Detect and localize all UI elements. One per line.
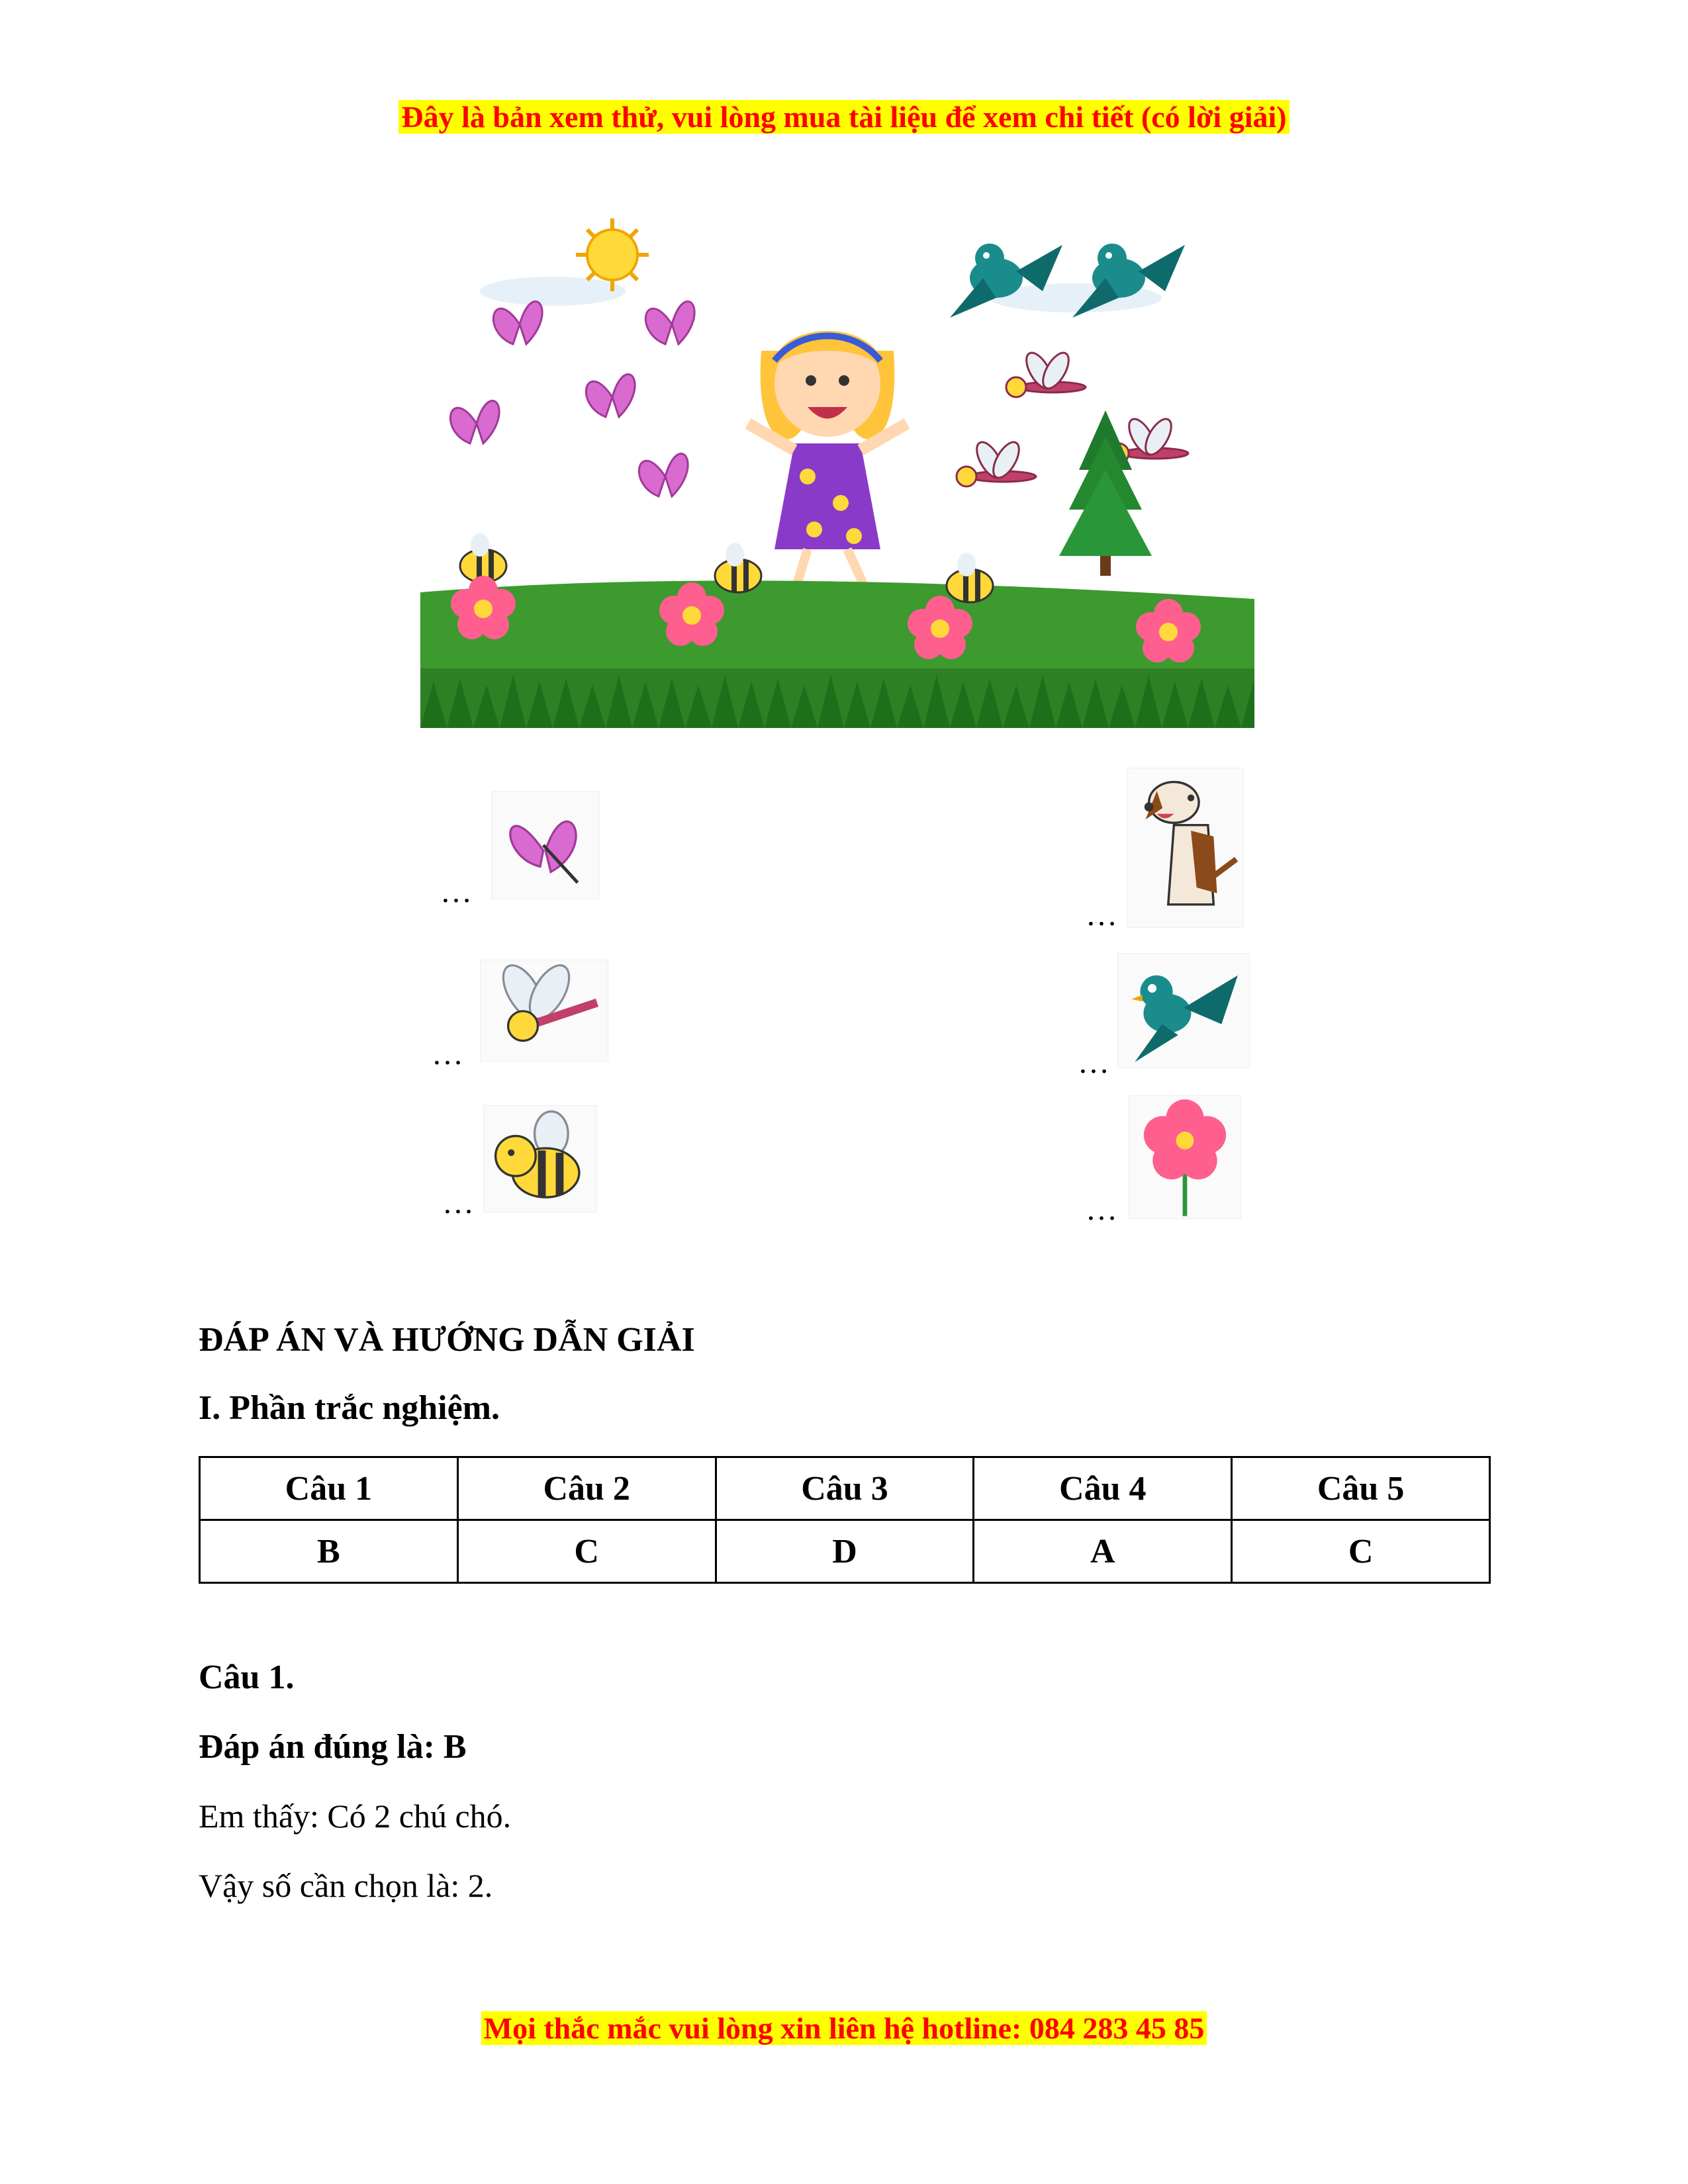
bee-icon [483, 1105, 597, 1212]
count-blank[interactable]: … [1086, 1192, 1119, 1227]
table-row [200, 1520, 1490, 1583]
question-explanation: Vậy số cần chọn là: 2. [199, 1867, 493, 1904]
table-header-cell: Câu 5 [1232, 1457, 1490, 1520]
table-header-cell: Câu 3 [716, 1457, 974, 1520]
table-cell: C [457, 1520, 716, 1583]
count-blank[interactable]: … [440, 874, 473, 909]
table-cell: B [200, 1520, 458, 1583]
table-header-cell: Câu 1 [200, 1457, 458, 1520]
part-heading: I. Phần trắc nghiệm. [199, 1389, 500, 1427]
question-title: Câu 1. [199, 1659, 295, 1696]
question-answer: Đáp án đúng là: B [199, 1728, 467, 1766]
table-cell: A [974, 1520, 1232, 1583]
flower-icon [1129, 1095, 1241, 1219]
answer-table [199, 1456, 1491, 1584]
counting-scene-illustration [420, 205, 1254, 735]
table-header-cell: Câu 4 [974, 1457, 1232, 1520]
count-blank[interactable]: … [442, 1185, 475, 1220]
count-blank[interactable]: … [1086, 897, 1119, 933]
count-blank[interactable]: … [1078, 1045, 1111, 1080]
table-cell: D [716, 1520, 974, 1583]
hotline-banner [0, 2011, 1688, 2046]
table-cell: C [1232, 1520, 1490, 1583]
dog-icon [1127, 768, 1244, 928]
table-header-row [200, 1457, 1490, 1520]
table-header-cell: Câu 2 [457, 1457, 716, 1520]
preview-banner [0, 99, 1688, 134]
answer-heading: ĐÁP ÁN VÀ HƯỚNG DẪN GIẢI [199, 1321, 695, 1359]
preview-banner-text: Đây là bản xem thử, vui lòng mua tài liệu để xem chi tiết (có lời giải) [399, 100, 1289, 134]
hotline-banner-text: Mọi thắc mắc vui lòng xin liên hệ hotline: 084 283 45 85 [481, 2011, 1207, 2045]
question-explanation: Em thấy: Có 2 chú chó. [199, 1797, 512, 1835]
count-blank[interactable]: … [432, 1036, 465, 1071]
butterfly-icon [491, 791, 600, 899]
bird-icon [1117, 953, 1250, 1068]
dragonfly-icon [480, 960, 608, 1062]
